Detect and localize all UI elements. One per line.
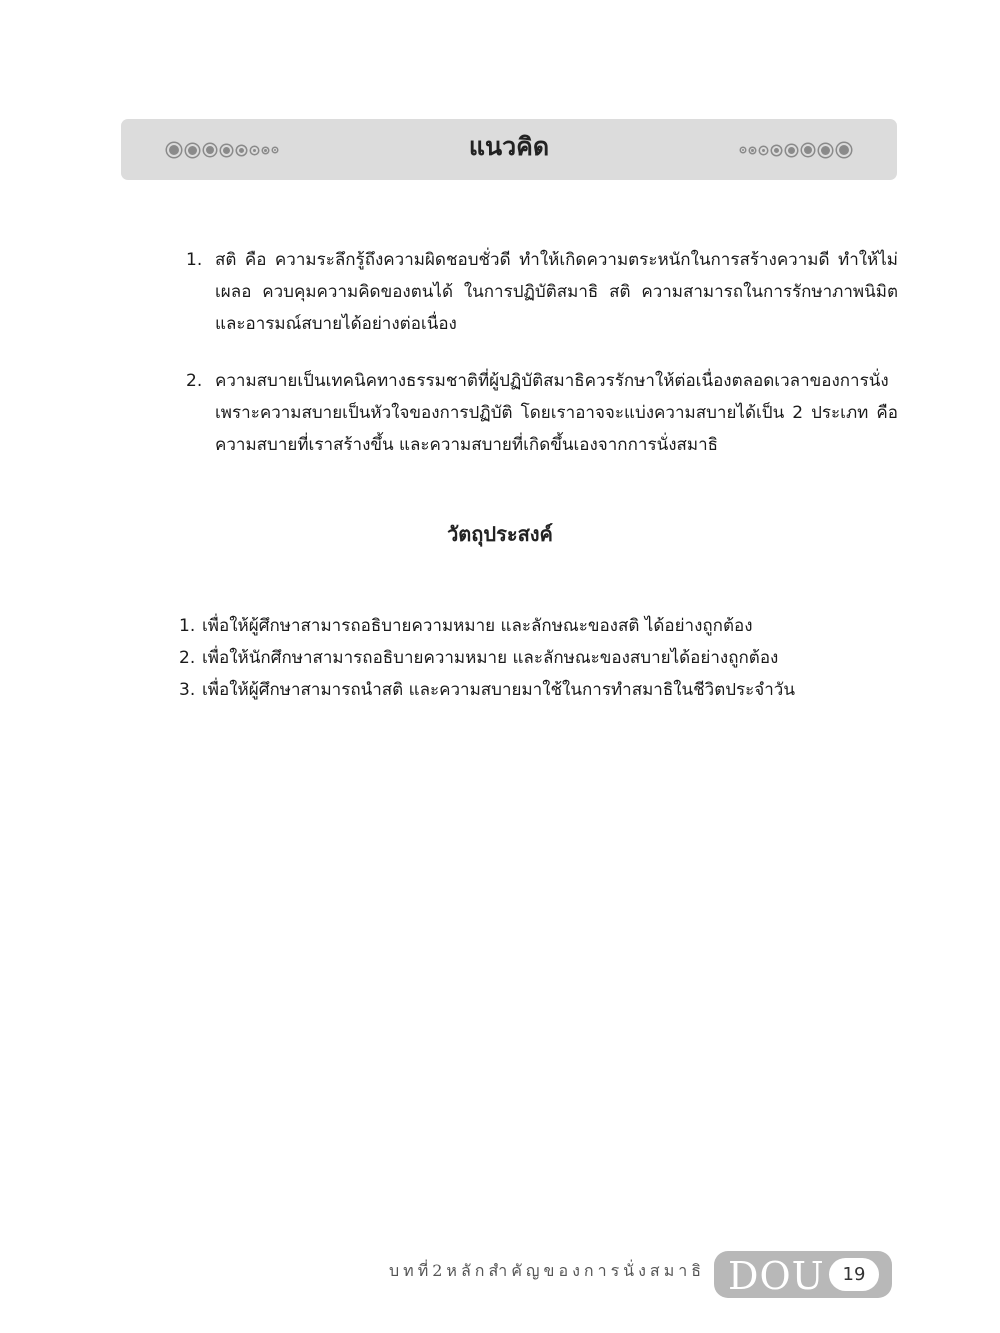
item-text: เพื่อให้นักศึกษาสามารถอธิบายความหมาย และลักษณะของสบายได้อย่างถูกต้อง: [202, 648, 779, 668]
section-title-objectives: วัตถุประสงค์: [447, 522, 553, 546]
dot-icon: [772, 146, 781, 155]
section-header-bar: [121, 119, 897, 180]
item-text: เพื่อให้ผู้ศึกษาสามารถนำสติ และความสบายมาใช้ในการทำสมาธิในชีวิตประจำวัน: [202, 680, 795, 700]
dot-icon: [750, 148, 755, 153]
item-number: 3.: [179, 680, 196, 700]
dou-logo: DOU: [728, 1254, 825, 1298]
list-item: [179, 674, 899, 706]
item-text: เพื่อให้ผู้ศึกษาสามารถอธิบายความหมาย และลักษณะของสติ ได้อย่างถูกต้อง: [202, 616, 753, 636]
item-number: 1.: [179, 616, 196, 636]
decorative-dots-right: [741, 140, 851, 160]
footer-chapter-title: บทที่2หลักสำคัญของการนั่งสมาธิ: [389, 1261, 705, 1280]
dot-icon: [786, 145, 797, 156]
dot-icon: [760, 147, 767, 154]
dot-icon: [819, 144, 832, 157]
list-item: [186, 365, 898, 461]
dot-icon: [837, 143, 851, 157]
item-number: 1.: [186, 250, 203, 270]
list-item: [179, 642, 899, 674]
item-text: ความสบายเป็นเทคนิคทางธรรมชาติที่ผู้ปฏิบัติสมาธิควรรักษาให้ต่อเนื่องตลอดเวลาของการนั่ง เพราะความสบายเป็นหัวใจของการปฏิบัติ โดยเราอาจจะแบ่งความสบายได้เป็น 2 ประเภท คือ ความสบายที่เราสร้างขึ้น และความสบายที่เกิดขึ้นเองจากการนั่งสมาธิ: [215, 371, 898, 455]
dot-icon: [802, 144, 814, 156]
objectives-list: [179, 610, 899, 706]
list-item: [186, 244, 898, 340]
footer-badge: [714, 1251, 892, 1298]
item-number: 2.: [186, 371, 203, 391]
dot-icon: [741, 148, 745, 152]
list-item: [179, 610, 899, 642]
page-number: 19: [829, 1258, 879, 1291]
item-text: สติ คือ ความระลึกรู้ถึงความผิดชอบชั่วดี ทำให้เกิดความตระหนักในการสร้างความดี ทำให้ไม่เผลอ ควบคุมความคิดของตนได้ ในการปฏิบัติสมาธิ สติ ความสามารถในการรักษาภาพนิมิตและอารมณ์สบายได้อย่างต่อเนื่อง: [215, 250, 898, 334]
concepts-list: [186, 244, 898, 486]
section-title-concepts: แนวคิด: [468, 132, 550, 161]
item-number: 2.: [179, 648, 196, 668]
